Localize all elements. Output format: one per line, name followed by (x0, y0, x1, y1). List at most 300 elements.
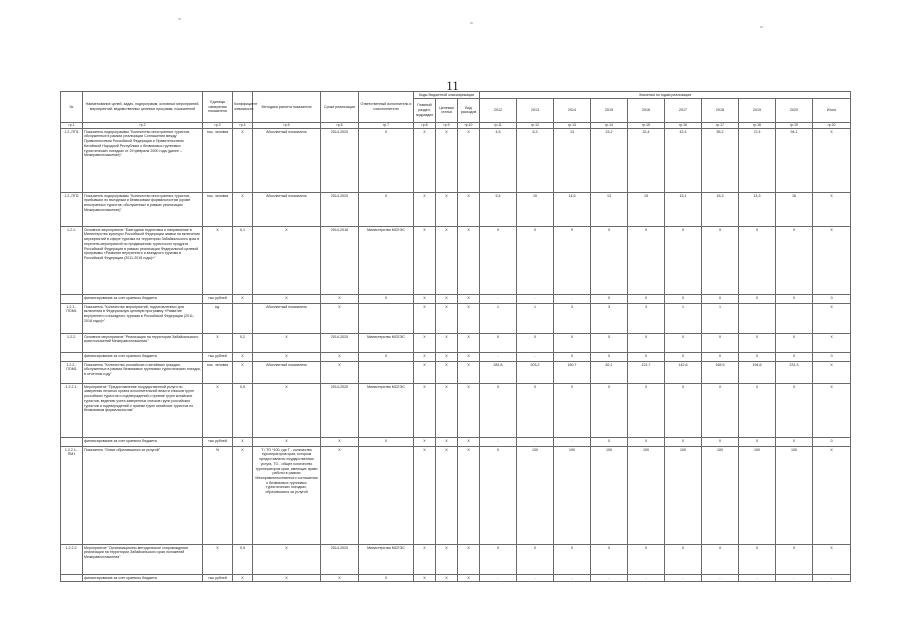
table-cell: 231,3 (776, 362, 813, 384)
table-cell: 3 (591, 304, 628, 334)
header-years-title: Значения по годам реализации (480, 92, 851, 99)
table-cell: Х (628, 384, 665, 438)
table-cell: тыс. человек (203, 362, 233, 384)
table-cell: 1 (517, 304, 554, 334)
table-cell: Х (436, 384, 458, 438)
table-cell: Абсолютный показатель (253, 362, 321, 384)
table-cell: Х (233, 575, 253, 582)
table-cell: Х (665, 545, 702, 575)
table-cell: 100 (702, 447, 739, 545)
table-cell: Х (480, 227, 517, 295)
table-cell: 55,2 (702, 129, 739, 193)
table-cell: 1.2.2. (61, 334, 83, 353)
table-cell: Х (414, 362, 436, 384)
table-cell: - (517, 575, 554, 582)
table-cell: 0 (591, 353, 628, 362)
table-cell: Х (253, 227, 321, 295)
header-year: Итого (813, 98, 851, 122)
table-row (61, 353, 851, 362)
table-cell (359, 447, 414, 545)
column-number: гр.18 (739, 122, 776, 128)
column-number: гр.11 (480, 122, 517, 128)
table-cell: Х (203, 334, 233, 353)
table-cell: Показатель "Количество мероприятий, подготовленных для включения в Федеральную целевую программу «Развитие внутреннего и въездного туризма в Российской Федерации (2011-2018 годы)»" (83, 304, 203, 334)
table-cell: - (702, 575, 739, 582)
table-cell: Х (776, 227, 813, 295)
table-cell: Х (591, 334, 628, 353)
table-cell: 0 (665, 295, 702, 304)
table-cell: Х (776, 334, 813, 353)
table-cell: - (739, 575, 776, 582)
table-cell: 0 (702, 353, 739, 362)
table-cell: 0 (702, 295, 739, 304)
table-cell: 10 (517, 193, 554, 227)
table-cell: финансирование за счет краевого бюджета (83, 295, 203, 304)
table-cell: Х (665, 227, 702, 295)
table-cell: 1.2.2.1. (61, 384, 83, 438)
table-cell: Х (739, 545, 776, 575)
table-cell: Х (414, 384, 436, 438)
table-cell: 0 (665, 438, 702, 447)
table-cell: - (517, 438, 554, 447)
table-cell: Х (253, 575, 321, 582)
column-number: гр.1 (61, 122, 83, 128)
table-cell: 0 (591, 438, 628, 447)
table-cell: Х (233, 447, 253, 545)
header-term: Сроки реализации (321, 92, 359, 123)
table-cell: Х (813, 227, 851, 295)
column-number: гр.3 (203, 122, 233, 128)
table-cell: 100 (776, 447, 813, 545)
table-cell: Х (233, 362, 253, 384)
table-row (61, 362, 851, 384)
table-cell: Х (321, 447, 359, 545)
column-number: гр.10 (458, 122, 480, 128)
table-cell: Х (359, 353, 414, 362)
table-cell: Х (480, 447, 517, 545)
table-cell: Х (458, 227, 480, 295)
table-cell: 72,4 (739, 129, 776, 193)
table-cell: Министерство МСЕЭС (359, 545, 414, 575)
table-cell (739, 304, 776, 334)
table-cell: Х (458, 304, 480, 334)
header-year: 2016 (628, 98, 665, 122)
table-cell: Х (458, 447, 480, 545)
table-cell: Х (702, 384, 739, 438)
table-cell: Х (776, 384, 813, 438)
table-cell: Абсолютный показатель (253, 129, 321, 193)
header-year: 2013 (517, 98, 554, 122)
table-cell (233, 304, 253, 334)
table-cell: 14,5 (554, 193, 591, 227)
table-cell: 2014-2020 (321, 129, 359, 193)
table-cell: 0 (628, 353, 665, 362)
table-cell: 100 (591, 447, 628, 545)
column-number: гр.4 (233, 122, 253, 128)
table-cell: 203,2 (517, 362, 554, 384)
table-cell: Х (458, 129, 480, 193)
table-cell: Мероприятие "Организационно-методическое сопровождение реализации на территории Забайкальского края положений Межправсоглашения" (83, 545, 203, 575)
table-cell: 121,7 (628, 362, 665, 384)
table-cell: Х (359, 129, 414, 193)
table-cell: 0 (554, 353, 591, 362)
table-cell: Х (414, 575, 436, 582)
table-cell: Х (203, 384, 233, 438)
table-cell: 0 (665, 353, 702, 362)
table-cell: 1.2.2.-ПОМ1 (61, 362, 83, 384)
table-cell: Министерство МСЕЭС (359, 227, 414, 295)
table-cell: тыс.рублей (203, 353, 233, 362)
table-cell: Х (414, 193, 436, 227)
table-cell (776, 304, 813, 334)
table-cell: 32,4 (628, 129, 665, 193)
table-cell (359, 362, 414, 384)
table-cell: Х (414, 447, 436, 545)
table-cell: Х (702, 334, 739, 353)
header-code-col: Главный раздел, подраздел (414, 98, 436, 122)
table-cell: Х (554, 334, 591, 353)
table-cell: Х (414, 353, 436, 362)
table-cell: Х (739, 227, 776, 295)
table-cell: 2014-2020 (321, 545, 359, 575)
table-row (61, 295, 851, 304)
table-cell: 15,3 (702, 193, 739, 227)
table-cell: Абсолютный показатель (253, 304, 321, 334)
table-cell: 142,6 (665, 362, 702, 384)
table-cell: 1.2.-ПП2 (61, 193, 83, 227)
table-cell: финансирование за счет краевого бюджета (83, 575, 203, 582)
table-cell: 0 (628, 295, 665, 304)
header-year: 2019 (739, 98, 776, 122)
table-cell: 0 (813, 353, 851, 362)
table-cell: Х (359, 438, 414, 447)
table-cell: Х (321, 353, 359, 362)
table-cell: Х (554, 384, 591, 438)
table-cell: Х (480, 384, 517, 438)
table-cell: Министерство МСЕЭС (359, 334, 414, 353)
table-cell: 82,1 (591, 362, 628, 384)
table-cell: финансирование за счет краевого бюджета (83, 353, 203, 362)
header-year: 2014 (554, 98, 591, 122)
table-cell: тыс. человек (203, 193, 233, 227)
table-cell: - (517, 353, 554, 362)
table-cell: Х (480, 545, 517, 575)
table-body (61, 122, 851, 581)
table-cell: 0 (776, 438, 813, 447)
table-cell: финансирование за счет краевого бюджета (83, 438, 203, 447)
header-name: Наименование целей, задач, подпрограмм, основных мероприятий, мероприятий, ведомственных целевых программ, показателей (83, 92, 203, 123)
table-row (61, 438, 851, 447)
header-executor: Ответственный исполнитель и соисполнители (359, 92, 414, 123)
table-cell: Х (253, 384, 321, 438)
table-cell: 0 (813, 295, 851, 304)
table-cell: Х (436, 304, 458, 334)
table-cell: Х (517, 334, 554, 353)
table-cell: - (480, 438, 517, 447)
table-cell: 100 (628, 447, 665, 545)
table-cell: тыс.рублей (203, 295, 233, 304)
table-cell: Основное мероприятие "Реализация на территории Забайкальского края положений Межправсоглашения" (83, 334, 203, 353)
table-row (61, 545, 851, 575)
table-row (61, 193, 851, 227)
column-number: гр.6 (321, 122, 359, 128)
table-cell: Х (813, 545, 851, 575)
table-cell: 281,8 (480, 362, 517, 384)
table-cell: Основное мероприятие "Ежегодная подготовка и направление в Министерство культуры Российской Федерации заявки на включение мероприятий в сфере туризма на территории Забайкальского края в перечень мероприятий по продвижению туристского продукта Российской Федерации в рамках реализации Федеральной целевой программы «Развитие внутреннего и въездного туризма в Российской Федерации (2011-2018 годы)»" (83, 227, 203, 295)
table-cell: Х (458, 384, 480, 438)
column-number: гр.14 (591, 122, 628, 128)
table-cell: Х (458, 575, 480, 582)
table-cell: Х (813, 384, 851, 438)
table-cell: Х (458, 193, 480, 227)
table-cell: 0 (813, 438, 851, 447)
table-cell: Х (436, 545, 458, 575)
table-cell: Х (739, 384, 776, 438)
column-number: гр.16 (665, 122, 702, 128)
table-cell: Х (591, 545, 628, 575)
column-number: гр.5 (253, 122, 321, 128)
column-number: гр.8 (414, 122, 436, 128)
header-year: 2017 (665, 98, 702, 122)
table-cell: 94,1 (776, 129, 813, 193)
table-cell: Х (554, 227, 591, 295)
table-cell: 1.2.1. (61, 227, 83, 295)
table-cell: Х (436, 447, 458, 545)
table-cell: 0 (776, 353, 813, 362)
table-cell: Х (458, 353, 480, 362)
table-cell: Х (321, 438, 359, 447)
table-row (61, 384, 851, 438)
table-cell: 1 (702, 304, 739, 334)
table-cell: 23,2 (591, 129, 628, 193)
table-cell (61, 353, 83, 362)
table-cell: 1.2.1.-ПОМ1 (61, 304, 83, 334)
table-cell: 14,3 (739, 193, 776, 227)
table-cell: Мероприятие "Предоставление государственной услуги по заверению печатью органа исполнительной власти списков групп российских туристов и подтверждений о приеме групп китайских туристов, ведению учета заверенных списков групп российских туристов и подтверждений о приеме групп китайских туристов по безвизовым формальностям" (83, 384, 203, 438)
table-cell: тыс. человек (203, 129, 233, 193)
table-cell: Х (414, 545, 436, 575)
table-cell: 13 (591, 193, 628, 227)
header-method: Методика расчета показателя (253, 92, 321, 123)
table-cell: Х (702, 227, 739, 295)
table-cell: Х (321, 295, 359, 304)
table-cell: Х (414, 227, 436, 295)
table-cell: Т / ТО *100, где Т - количество туроператоров края, которым предоставлена государственная услуга, ТО - общее количество туроператоров края, имеющих право работы в рамках Межправительственного соглашения о безвизовых групповых туристических поездках, обратившихся за услугой (253, 447, 321, 545)
table-cell: 165,9 (702, 362, 739, 384)
column-number: гр.19 (776, 122, 813, 128)
table-cell: Х (458, 545, 480, 575)
table-cell: Показатель "Количество российских и китайских граждан, обслуженных в рамках безвизовых групповых туристических поездок, в отчетном году" (83, 362, 203, 384)
table-cell: Х (458, 334, 480, 353)
table-cell: % (203, 447, 233, 545)
table-cell: Х (776, 545, 813, 575)
table-cell: Х (436, 362, 458, 384)
table-cell: Х (253, 545, 321, 575)
table-cell: Х (359, 575, 414, 582)
table-cell: 100 (665, 447, 702, 545)
table-cell: 0 (702, 438, 739, 447)
table-cell: Абсолютный показатель (253, 193, 321, 227)
table-cell: Х (628, 545, 665, 575)
scan-speck (760, 26, 763, 28)
column-number: гр.12 (517, 122, 554, 128)
table-cell: Х (628, 227, 665, 295)
table-cell: 2014-2016 (321, 227, 359, 295)
program-indicators-table (60, 91, 851, 582)
table-cell: 4,5 (480, 129, 517, 193)
column-number: гр.15 (628, 122, 665, 128)
table-cell: Показатель "Охват обратившихся за услугой" (83, 447, 203, 545)
column-number: гр.13 (554, 122, 591, 128)
table-cell: Х (813, 129, 851, 193)
table-cell: - (554, 438, 591, 447)
table-cell: Х (414, 334, 436, 353)
table-cell: 1.2.2.1.-ПМ1 (61, 447, 83, 545)
table-cell: Х (458, 295, 480, 304)
table-cell: Х (253, 334, 321, 353)
page-number: 11 (446, 78, 459, 93)
table-cell: 0 (591, 295, 628, 304)
table-cell: - (517, 295, 554, 304)
table-cell: Х (253, 295, 321, 304)
table-cell: Х (203, 227, 233, 295)
table-cell: 1 (480, 304, 517, 334)
table-cell: 42,4 (665, 129, 702, 193)
table-cell: Х (253, 438, 321, 447)
column-number: гр.17 (702, 122, 739, 128)
table-row (61, 227, 851, 295)
table-cell: Х (321, 304, 359, 334)
table-cell: Х (813, 334, 851, 353)
header-code-col: Вид расходов (458, 98, 480, 122)
header-budget-codes: Коды бюджетной классификации (414, 92, 480, 99)
table-cell: Х (458, 362, 480, 384)
header-year: 2012 (480, 98, 517, 122)
table-cell: Х (414, 295, 436, 304)
table-cell: 2014-2020 (321, 384, 359, 438)
header-coef: Коэффициент значимости (233, 92, 253, 123)
table-cell: 3 (628, 304, 665, 334)
scan-speck (178, 18, 181, 20)
table-row (61, 334, 851, 353)
table-cell: Х (591, 227, 628, 295)
table-cell: 0,5 (233, 545, 253, 575)
table-cell: Х (233, 193, 253, 227)
table-cell: 0 (628, 438, 665, 447)
table-cell: Х (665, 384, 702, 438)
table-cell: - (480, 353, 517, 362)
table-cell: Х (813, 447, 851, 545)
table-cell: 0,2 (233, 334, 253, 353)
header-year: 2015 (591, 98, 628, 122)
table-cell: Х (628, 334, 665, 353)
table-cell: Х (321, 362, 359, 384)
table-cell: Х (480, 334, 517, 353)
table-cell: 0 (739, 438, 776, 447)
table-cell: тыс.рублей (203, 438, 233, 447)
table-cell: Х (813, 362, 851, 384)
table-cell: - (813, 575, 851, 582)
table-cell: Х (813, 304, 851, 334)
table-cell: тыс.рублей (203, 575, 233, 582)
table-cell: 5,4 (480, 193, 517, 227)
table-cell: Министерство МСЕЭС (359, 384, 414, 438)
table-cell: - (776, 575, 813, 582)
table-cell: Х (233, 295, 253, 304)
table-cell: Показатель подпрограммы "Количество иностранных туристов, прибывших по въездным и безвизовым формальностям (кроме иностранных туристов, обслуженных в рамках реализации Межправсоглашения)" (83, 193, 203, 227)
table-cell: Х (517, 227, 554, 295)
table-cell: Х (253, 353, 321, 362)
table-cell: Х (359, 295, 414, 304)
table-cell: Х (414, 438, 436, 447)
table-cell: 15,1 (665, 193, 702, 227)
table-cell: Х (414, 129, 436, 193)
table-cell: 100 (739, 447, 776, 545)
column-number: гр.7 (359, 122, 414, 128)
column-number: гр.9 (436, 122, 458, 128)
header-no: № (61, 92, 83, 123)
table-cell: 1 (665, 304, 702, 334)
table-cell: - (591, 575, 628, 582)
table-row (61, 129, 851, 193)
header-year: 2018 (702, 98, 739, 122)
table-cell: - (628, 575, 665, 582)
table-cell (61, 575, 83, 582)
table-cell: Х (702, 545, 739, 575)
table-cell: Х (436, 129, 458, 193)
table-cell: Х (233, 438, 253, 447)
header-unit: Единица измерения показателя (203, 92, 233, 123)
table-cell: Х (436, 334, 458, 353)
header-year: 2020 (776, 98, 813, 122)
table-cell: Х (517, 545, 554, 575)
table-cell: 3 (554, 304, 591, 334)
table-cell: 16 (776, 193, 813, 227)
table-row (61, 304, 851, 334)
table-cell: 13 (554, 129, 591, 193)
table-cell: - (480, 295, 517, 304)
table-cell: 1.2.2.2. (61, 545, 83, 575)
table-cell: Х (414, 304, 436, 334)
table-row (61, 447, 851, 545)
table-cell (61, 438, 83, 447)
table-cell: 100 (517, 447, 554, 545)
table-cell: 15 (628, 193, 665, 227)
table-cell: Х (436, 227, 458, 295)
table-cell: Х (233, 353, 253, 362)
table-cell: Х (233, 129, 253, 193)
table-cell: - (554, 575, 591, 582)
table-cell: Х (591, 384, 628, 438)
table-cell: 0 (739, 295, 776, 304)
table-cell: 0 (739, 353, 776, 362)
table-row (61, 575, 851, 582)
table-cell: Х (359, 193, 414, 227)
table-cell: 100 (554, 447, 591, 545)
table-cell: 2014-2020 (321, 193, 359, 227)
column-number: гр.2 (83, 122, 203, 128)
table-cell: Х (458, 438, 480, 447)
scan-speck (470, 22, 473, 24)
table-cell: Х (436, 438, 458, 447)
table-cell: Х (813, 193, 851, 227)
table-cell: Х (436, 353, 458, 362)
table-header (61, 92, 851, 123)
table-cell (359, 304, 414, 334)
table-cell: 0,1 (233, 227, 253, 295)
table-cell: - (665, 575, 702, 582)
table-cell: 2014-2020 (321, 334, 359, 353)
